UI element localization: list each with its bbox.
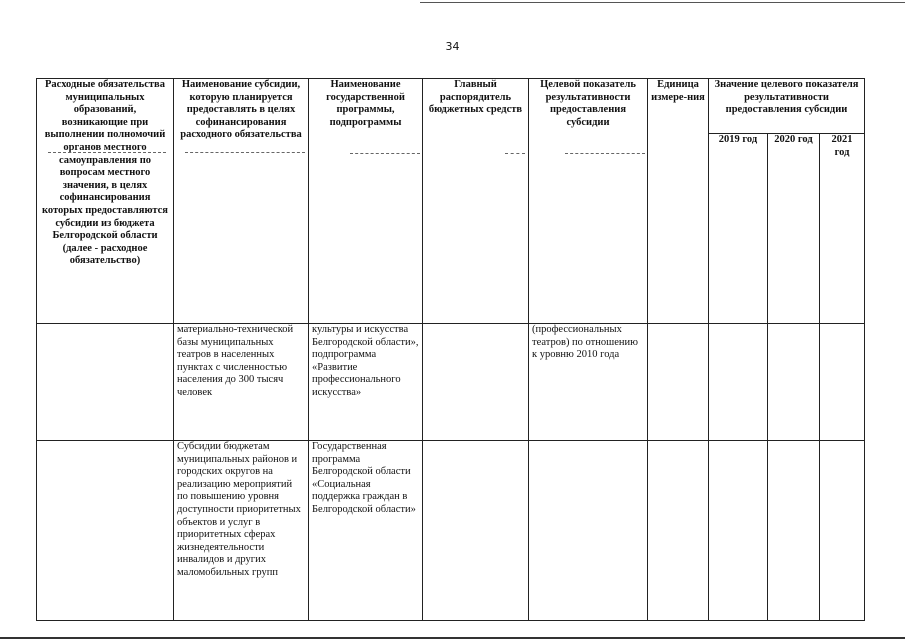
page-number: 34 — [445, 40, 460, 53]
header-row — [37, 79, 865, 134]
cell-value-2019 — [709, 324, 768, 441]
cell-value-2021 — [820, 441, 865, 621]
cell-unit — [648, 441, 709, 621]
cell-subsidy-name: материально-технической базы муниципальных театров в населенных пунктах с численностью населения до 300 тысяч человек — [174, 324, 309, 441]
cell-budget-manager — [423, 441, 529, 621]
scan-dash-artifact — [185, 152, 305, 153]
cell-value-2020 — [768, 441, 820, 621]
header-program-name: Наименование государственной программы, подпрограммы — [309, 79, 423, 324]
cell-value-2021 — [820, 324, 865, 441]
header-budget-manager: Главный распорядитель бюджетных средств — [423, 79, 529, 324]
cell-value-2020 — [768, 324, 820, 441]
subsidy-table — [36, 78, 865, 621]
scan-dash-artifact — [48, 152, 166, 153]
scan-bottom-edge — [0, 632, 905, 640]
cell-target-indicator: (профессиональных театров) по отношению к уровню 2010 года — [529, 324, 648, 441]
scan-dash-artifact — [350, 153, 420, 154]
header-year-2021: 2021 год — [820, 134, 865, 324]
cell-target-indicator — [529, 441, 648, 621]
header-year-2020: 2020 год — [768, 134, 820, 324]
cell-obligation — [37, 324, 174, 441]
scan-dash-artifact — [505, 153, 525, 154]
cell-obligation — [37, 441, 174, 621]
cell-unit — [648, 324, 709, 441]
header-year-2019: 2019 год — [709, 134, 768, 324]
header-expenditure-obligations: Расходные обязательства муниципальных образований, возникающие при выполнении полномочий органов местного самоуправления по вопросам местного значения, в целях софинансирования которых предоставляются субсидии из бюджета Белгородской области (далее - расходное обязательство) — [37, 79, 174, 324]
cell-budget-manager — [423, 324, 529, 441]
table-row — [37, 324, 865, 441]
cell-program-name: Государственная программа Белгородской области «Социальная поддержка граждан в Белгородской области» — [309, 441, 423, 621]
header-target-indicator: Целевой показатель результативности предоставления субсидии — [529, 79, 648, 324]
scan-top-edge — [0, 0, 905, 6]
header-subsidy-name: Наименование субсидии, которую планируется предоставлять в целях софинансирования расходного обязательства — [174, 79, 309, 324]
table-row — [37, 441, 865, 621]
header-unit: Единица измере-ния — [648, 79, 709, 324]
header-target-value: Значение целевого показателя результативности предоставления субсидии — [709, 79, 865, 134]
scan-dash-artifact — [565, 153, 645, 154]
cell-value-2019 — [709, 441, 768, 621]
cell-program-name: культуры и искусства Белгородской области», подпрограмма «Развитие профессионального искусства» — [309, 324, 423, 441]
cell-subsidy-name: Субсидии бюджетам муниципальных районов и городских округов на реализацию мероприятий по повышению уровня доступности приоритетных объектов и услуг в приоритетных сферах жизнедеятельности инвалидов и других маломобильных групп — [174, 441, 309, 621]
